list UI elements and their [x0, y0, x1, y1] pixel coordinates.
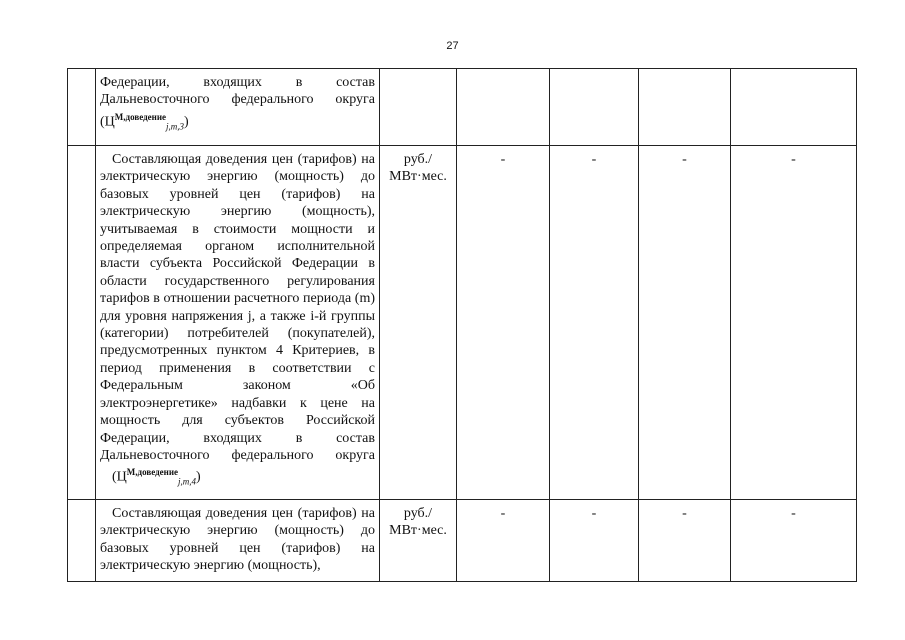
unit-cell — [380, 69, 457, 146]
description-cell — [96, 69, 380, 146]
value-cell: - — [731, 146, 857, 500]
description-text: Составляющая доведения цен (тарифов) на электрическую энергию (мощность) до базовых уровней цен (тарифов) на электрическую энергию (мощность), — [100, 506, 375, 574]
value-cell — [639, 69, 731, 146]
value-cell: - — [731, 500, 857, 582]
unit-cell: руб./ МВт·мес. — [380, 500, 457, 582]
table-row — [68, 500, 857, 582]
table-row — [68, 146, 857, 500]
margin-cell — [68, 146, 96, 500]
formula: $(Ц^{М,доведение}_{j,m,3})$ — [100, 111, 189, 132]
tariff-table — [67, 68, 857, 582]
value-cell: - — [550, 146, 639, 500]
description-cell — [96, 500, 380, 582]
unit-cell: руб./ МВт·мес. — [380, 146, 457, 500]
value-cell: - — [457, 146, 550, 500]
description-cell — [96, 146, 380, 500]
value-cell: - — [639, 146, 731, 500]
value-cell — [457, 69, 550, 146]
page-number: 27 — [446, 40, 459, 52]
value-cell: - — [639, 500, 731, 582]
margin-cell — [68, 69, 96, 146]
margin-cell — [68, 500, 96, 582]
value-cell: - — [550, 500, 639, 582]
table-row — [68, 69, 857, 146]
value-cell: - — [457, 500, 550, 582]
value-cell — [550, 69, 639, 146]
description-text: Федерации, входящих в состав Дальневосточного федерального округа — [100, 75, 375, 108]
description-text: Составляющая доведения цен (тарифов) на электрическую энергию (мощность) до базовых уровней цен (тарифов) на электрическую энергию (мощность), учитываемая в стоимости мощности и определяемая органом исполнительной власти субъекта Российской Федерации в области государственного регулирования тарифов в отношении расчетного периода (m) для уровня напряжения j, а также i-й группы (категории) потребителей (покупателей), предусмотренных пунктом 4 Критериев, в период применения в соответствии с Федеральным законом «Об электроэнергетике» надбавки к цене на мощность для субъектов Российской Федерации, входящих в состав Дальневосточного федерального округа — [100, 152, 375, 463]
formula: $(Ц^{М,доведение}_{j,m,4})$ — [112, 467, 201, 487]
value-cell — [731, 69, 857, 146]
